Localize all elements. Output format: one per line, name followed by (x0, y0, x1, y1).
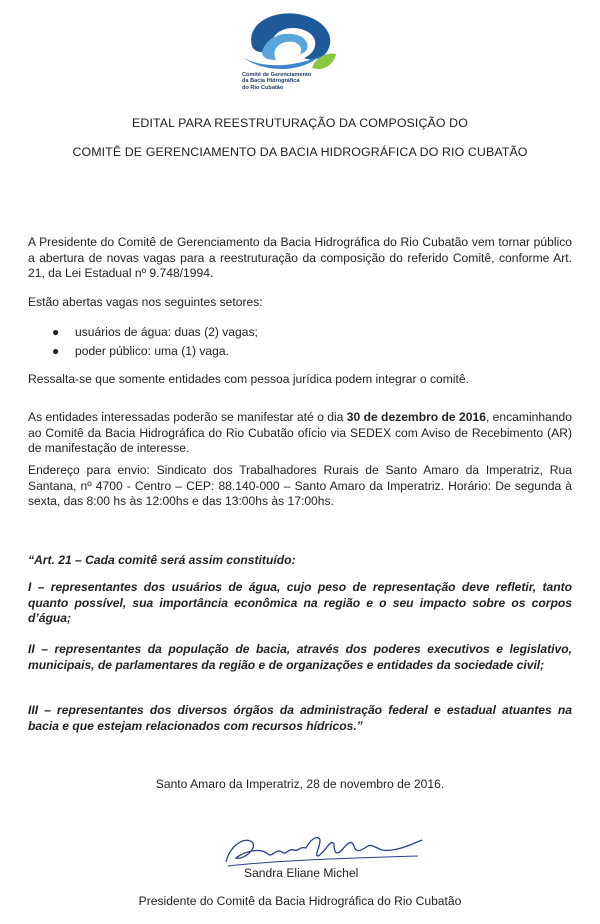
article-heading: “Art. 21 – Cada comitê será assim constituído: (28, 553, 296, 567)
logo-caption-line: da Bacia Hidrográfica (242, 78, 300, 85)
list-item-text: usuários de água: duas (2) vagas; (75, 325, 258, 339)
open-positions-paragraph: Estão abertas vagas nos seguintes setores: (28, 295, 263, 309)
legal-note-paragraph: Ressalta-se que somente entidades com pessoa jurídica podem integrar o comitê. (28, 372, 469, 386)
list-item-text: poder público: uma (1) vaga. (75, 344, 229, 358)
article-item-3: III – representantes dos diversos órgãos da administração federal e estadual atuantes na bacia e que estejam relacionados com recursos hídricos.” (28, 703, 572, 733)
edital-title-line-2: COMITÊ DE GERENCIAMENTO DA BACIA HIDROGRÁFICA DO RIO CUBATÃO (72, 145, 528, 159)
signer-name: Sandra Eliane Michel (244, 866, 359, 880)
deadline-date: 30 de dezembro de 2016 (346, 410, 486, 424)
address-paragraph: Endereço para envio: Sindicato dos Trabalhadores Rurais de Santo Amaro da Imperatriz, Rua Santana, nº 4700 - Centro – CEP: 88.140-000 – Santo Amaro da Imperatriz. Horário: De segunda à sexta, das 8:00 hs às 12:00hs e das 13:00hs às 17:00hs. (28, 463, 572, 509)
place-date: Santo Amaro da Imperatriz, 28 de novembro de 2016. (155, 777, 445, 791)
article-item-2: II – representantes da população de bacia, através dos poderes executivos e legislativo, municipais, de parlamentares da região e de organizações e entidades da sociedade civil; (28, 642, 572, 672)
logo-caption-line: Comitê de Gerenciamento (242, 72, 312, 78)
committee-logo (232, 6, 352, 96)
intro-paragraph: A Presidente do Comitê de Gerenciamento da Bacia Hidrográfica do Rio Cubatão vem tornar público a abertura de novas vagas para a reestruturação da composição do referido Comitê, conforme Art. 21, da Lei Estadual nº 9.748/1994. (28, 235, 572, 281)
edital-title-line-1: EDITAL PARA REESTRUTURAÇÃO DA COMPOSIÇÃO DO (132, 116, 468, 130)
deadline-paragraph (28, 410, 572, 457)
bullet-icon: ● (52, 344, 60, 358)
article-item-1: I – representantes dos usuários de água, cujo peso de representação deve refletir, tanto quanto possível, sua importância econômica na região e o seu impacto sobre os corpos d’água; (28, 580, 572, 626)
signer-role: Presidente do Comitê da Bacia Hidrográfica do Rio Cubatão (138, 894, 462, 908)
wave-logo-icon (232, 6, 352, 76)
deadline-text: As entidades interessadas poderão se manifestar até o dia (28, 410, 347, 424)
bullet-icon: ● (52, 325, 60, 339)
logo-caption-line: do Rio Cubatão (242, 84, 284, 91)
deadline-text: , encaminhando ao Comitê da Bacia Hidrográfica do Rio Cubatão ofício via SEDEX com Aviso de Recebimento (AR) de manifestação de interesse. (28, 410, 573, 456)
logo-caption (242, 72, 352, 91)
